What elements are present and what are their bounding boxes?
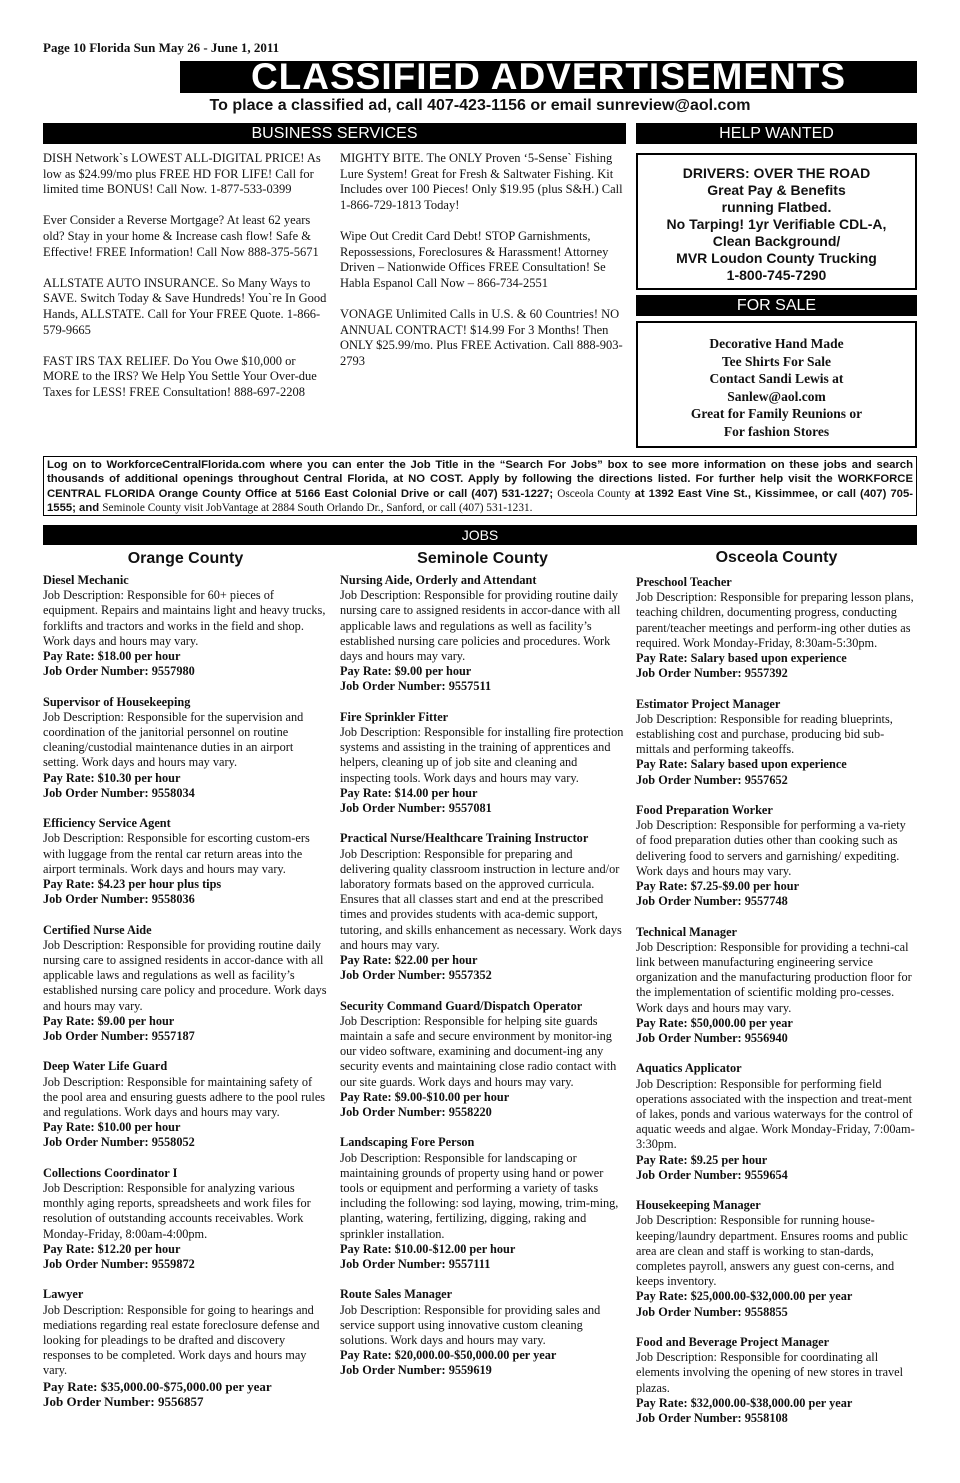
job-description: Job Description: Responsible for landscaping or maintaining grounds of property using hand or power tools or equipment and performing a variety of tasks including the following: sod laying, mowing, trim-ming, planting, watering, fertilizing, digging, raking and sprinkler installation. [340, 1150, 619, 1241]
job-description: Job Description: Responsible for reading blueprints, establishing cost and purchase, producing bid sub-mittals and performing takeoffs. [636, 711, 893, 757]
sale-email: Sanlew@aol.com [727, 388, 826, 404]
sale-line: Tee Shirts For Sale [721, 353, 832, 369]
job-title: Efficiency Service Agent [43, 816, 171, 831]
notice-mid: at 1392 East Vine St., Kissimmee, or call (407) 705-1555; and [47, 487, 913, 515]
job-description: Job Description: Responsible for coordinating all elements involving the opening of new stores in travel plazas. [636, 1350, 904, 1395]
job-listing [43, 1059, 328, 1150]
jobs-header: JOBS [43, 525, 917, 545]
help-line: MVR Loudon County Trucking [676, 250, 877, 266]
job-order: Job Order Number: 9558220 [340, 1105, 492, 1120]
job-pay: Pay Rate: $12.20 per hour [43, 1241, 181, 1256]
page-line: Page 10 Florida Sun May 26 - June 1, 2011 [43, 40, 280, 55]
job-title: Collections Coordinator I [43, 1165, 178, 1180]
job-pay: Pay Rate: $22.00 per hour [340, 953, 478, 968]
seminole-jobs [340, 573, 625, 1394]
sale-line: Contact Sandi Lewis at [709, 371, 844, 387]
job-description: Job Description: Responsible for the supervision and coordination of the janitorial personnel on routine cleaning/custodial maintenance duties in an airport setting. Work days and hours may vary. [43, 709, 304, 770]
job-order: Job Order Number: 9558052 [43, 1135, 195, 1150]
job-description: Job Description: Responsible for installing fire protection systems and assisting in the training of apprentices and helpers, cleaning up of job site and cleaning and inspecting tools. Work days and hours may vary. [340, 725, 624, 785]
job-title: Supervisor of Housekeeping [43, 694, 191, 709]
job-pay: Pay Rate: $9.00-$10.00 per hour [340, 1089, 510, 1104]
job-listing [43, 573, 328, 679]
job-title: Nursing Aide, Orderly and Attendant [340, 573, 537, 587]
sale-line: Decorative Hand Made [709, 336, 844, 351]
osceola-jobs [636, 575, 917, 1441]
job-order: Job Order Number: 9557748 [636, 894, 788, 909]
county-heading-osceola: Osceola County [715, 549, 838, 566]
job-title: Lawyer [43, 1287, 84, 1302]
job-listing [340, 1287, 625, 1378]
job-title: Food Preparation Worker [636, 803, 773, 818]
help-line: Great Pay & Benefits [707, 182, 846, 198]
business-column-1 [43, 151, 328, 401]
job-order: Job Order Number: 9557081 [340, 801, 492, 816]
job-description: Job Description: Responsible for running house-keeping/laundry department. Ensures rooms and public area are clean and staff is working to stan-dards, completes payroll, answers any guest con-cerns, and keeps inventory. [636, 1213, 908, 1289]
ad-mighty-bite: MIGHTY BITE. The ONLY Proven ‘5-Sense` Fishing Lure System! Great for Fresh & Saltwater Fishing. Kit Includes over 100 Pieces! Only $19.95 (plus S&H.) Call 1-866-729-1813 Today! [340, 151, 623, 212]
job-order: Job Order Number: 9556940 [636, 1031, 788, 1046]
job-order: Job Order Number: 9557111 [340, 1257, 491, 1272]
job-listing [340, 831, 625, 983]
job-listing [636, 1061, 917, 1183]
help-line: No Tarping! 1yr Verifiable CDL-A, [666, 216, 887, 232]
help-wanted-header: HELP WANTED [636, 123, 917, 144]
ad-allstate: ALLSTATE AUTO INSURANCE. So Many Ways to SAVE. Switch Today & Save Hundreds! You`re In Good Hands, ALLSTATE. Call for Your FREE Quote. 1-866-579-9665 [43, 275, 327, 337]
job-title: Technical Manager [636, 924, 737, 939]
orange-jobs [43, 573, 328, 1424]
job-description: Job Description: Responsible for providing a techni-cal link between manufacturing engineering service organization and the manufacturing production floor for the implementation of scientific molding pro-cesses. Work days and hours may vary. [636, 939, 912, 1015]
job-order: Job Order Number: 9559619 [340, 1363, 492, 1378]
job-order: Job Order Number: 9559654 [636, 1167, 788, 1182]
job-listing [636, 803, 917, 909]
job-pay: Pay Rate: $18.00 per hour [43, 649, 181, 664]
sale-line: For fashion Stores [723, 423, 830, 439]
job-listing [43, 923, 328, 1045]
job-title: Landscaping Fore Person [340, 1135, 475, 1150]
job-pay: Pay Rate: $35,000.00-$75,000.00 per year [43, 1378, 272, 1394]
job-title: Estimator Project Manager [636, 696, 781, 711]
business-services-header: BUSINESS SERVICES [43, 123, 626, 144]
job-listing [636, 925, 917, 1047]
job-pay: Pay Rate: $9.00 per hour [43, 1013, 175, 1028]
county-heading-seminole: Seminole County [417, 550, 548, 567]
job-listing [340, 999, 625, 1121]
job-title: Certified Nurse Aide [43, 922, 152, 937]
job-order: Job Order Number: 9557392 [636, 666, 788, 681]
job-listing [340, 573, 625, 695]
ad-reverse-mortgage: Ever Consider a Reverse Mortgage? At least 62 years old? Stay in your home & Increase cash flow! Safe & Effective! FREE Information! Call Now 888-375-5671 [43, 213, 319, 259]
job-listing [636, 575, 917, 681]
job-title: Deep Water Life Guard [43, 1059, 168, 1074]
job-description: Job Description: Responsible for going to hearings and mediations regarding real estate foreclosure defense and looking for pleadings to be drafted and discovery responses to be completed. Work days and hours may vary. [43, 1302, 320, 1378]
ad-vonage: VONAGE Unlimited Calls in U.S. & 60 Countries! NO ANNUAL CONTRACT! $14.99 For 3 Months! Then ONLY $25.99/mo. Plus FREE Activation. Call 888-903-2793 [340, 306, 623, 368]
job-order: Job Order Number: 9559872 [43, 1257, 195, 1272]
job-pay: Pay Rate: $20,000.00-$50,000.00 per year [340, 1348, 557, 1363]
job-pay: Pay Rate: Salary based upon experience [636, 757, 847, 772]
notice-seminole: Seminole County visit JobVantage at 2884 South Orlando Dr., Sanford, or call (407) 531-1231. [102, 502, 533, 515]
job-description: Job Description: Responsible for helping site guards maintain a safe and secure environment by monitor-ing our video software, examining and document-ing any security events and maintaining close radio contact with our site guards. Work days and hours may vary. [340, 1013, 617, 1089]
job-listing [636, 697, 917, 788]
job-order: Job Order Number: 9556857 [43, 1393, 204, 1409]
job-title: Route Sales Manager [340, 1287, 453, 1302]
job-order: Job Order Number: 9557980 [43, 664, 195, 679]
job-pay: Pay Rate: $10.30 per hour [43, 770, 181, 785]
job-order: Job Order Number: 9558034 [43, 785, 195, 800]
help-line: DRIVERS: OVER THE ROAD [682, 165, 871, 181]
job-pay: Pay Rate: $14.00 per hour [340, 785, 478, 800]
notice-osceola: Osceola County [557, 487, 631, 500]
job-title: Housekeeping Manager [636, 1198, 761, 1213]
job-order: Job Order Number: 9558036 [43, 892, 195, 907]
job-listing [636, 1335, 917, 1426]
job-listing [636, 1198, 917, 1320]
help-wanted-ad [636, 153, 917, 290]
job-title: Preschool Teacher [636, 575, 732, 589]
job-pay: Pay Rate: $32,000.00-$38,000.00 per year [636, 1395, 853, 1410]
job-description: Job Description: Responsible for analyzing various monthly aging reports, spreadsheets and work files for resolution of outstanding accounts receivables. Work Monday-Friday, 8:00am-4:00pm. [43, 1181, 311, 1241]
job-title: Aquatics Applicator [636, 1061, 742, 1076]
job-title: Practical Nurse/Healthcare Training Instructor [340, 831, 589, 846]
job-order: Job Order Number: 9557652 [636, 772, 788, 787]
help-phone: 1-800-745-7290 [726, 267, 827, 283]
job-listing [43, 816, 328, 907]
job-pay: Pay Rate: $10.00 per hour [43, 1120, 181, 1135]
job-order: Job Order Number: 9557352 [340, 968, 492, 983]
job-listing [43, 695, 328, 801]
job-description: Job Description: Responsible for performing a va-riety of food preparation duties other than cooking such as delivering food to servers and garnishing/ expediting. Work days and hours may vary. [636, 818, 906, 878]
job-pay: Pay Rate: $9.25 per hour [636, 1152, 768, 1167]
sale-line: Great for Family Reunions or [690, 406, 863, 422]
job-listing [340, 710, 625, 816]
job-listing [340, 1135, 625, 1272]
job-description: Job Description: Responsible for 60+ pieces of equipment. Repairs and maintains light and heavy trucks, forklifts and tractors and works in the field and shop. Work days and hours may vary. [43, 588, 326, 648]
job-order: Job Order Number: 9558855 [636, 1304, 788, 1319]
job-order: Job Order Number: 9557187 [43, 1029, 195, 1044]
business-column-2 [340, 151, 625, 369]
notice-main: Log on to WorkforceCentralFlorida.com where you can enter the Job Title in the “Search For Jobs” box to see more information on these jobs and search thousands of additional openings throughout Central Florida, at NO COST. Apply by following the directions listed. For further help visit the WORKFORCE CENTRAL FLORIDA Orange County Office at 5166 East Colonial Drive or call (407) 531-1227; [47, 459, 913, 500]
ad-dish: DISH Network`s LOWEST ALL-DIGITAL PRICE! As low as $24.99/mo plus FREE HD FOR LIFE! Call for limited time BONUS! Call Now. 1-877-533-0399 [43, 151, 321, 197]
job-description: Job Description: Responsible for providing routine daily nursing care to assigned residents in accor-dance with all applicable laws and regulations as well as facility’s established nursing care policy and procedure. Work days and hours may vary. [43, 937, 327, 1013]
job-description: Job Description: Responsible for preparing and delivering quality classroom instruction in lecture and/or laboratory formats based on the approved curricula. Ensures that all classes start and end at the prescribed times and provides students with aca-demic support, tutoring, and skills enhancement as necessary. Work days and hours may vary. [340, 846, 622, 952]
for-sale-header: FOR SALE [636, 295, 917, 316]
job-title: Fire Sprinkler Fitter [340, 709, 449, 724]
job-description: Job Description: Responsible for maintaining safety of the pool area and ensuring guests adhere to the pool rules and regulations. Work days and hours may vary. [43, 1074, 326, 1120]
job-description: Job Description: Responsible for providing routine daily nursing care to assigned residents in accor-dance with all applicable laws and regulations as well as facility’s established nursing care policies and procedures. Work days and hours may vary. [340, 588, 621, 664]
job-pay: Pay Rate: $10.00-$12.00 per hour [340, 1241, 516, 1256]
workforce-notice [43, 456, 917, 516]
job-description: Job Description: Responsible for escorting custom-ers with luggage from the rental car return areas into the airport terminals. Work days and hours may vary. [43, 831, 310, 876]
job-description: Job Description: Responsible for performing field operations associated with the inspection and treat-ment of lakes, ponds and various waterways for the control of aquatic weeds and algae. Work Monday-Friday, 7:00am-3:30pm. [636, 1076, 915, 1152]
job-pay: Pay Rate: $4.23 per hour plus tips [43, 877, 222, 892]
county-heading-orange: Orange County [127, 550, 244, 567]
job-pay: Pay Rate: $9.00 per hour [340, 664, 472, 679]
ad-credit-debt: Wipe Out Credit Card Debt! STOP Garnishments, Repossessions, Foreclosures & Harassment! Attorney Driven – Nationwide Offices FREE Consultation! Se Habla Espanol Call Now – 866-734-2551 [340, 228, 609, 290]
job-title: Security Command Guard/Dispatch Operator [340, 998, 583, 1013]
help-line: running Flatbed. [721, 199, 832, 215]
job-listing [43, 1287, 328, 1409]
job-description: Job Description: Responsible for providing sales and service support using innovative custom cleaning solutions. Work days and hours may vary. [340, 1302, 601, 1348]
ad-irs-relief: FAST IRS TAX RELIEF. Do You Owe $10,000 or MORE to the IRS? We Help You Settle Your Over-due Taxes for LESS! FREE Consultation! 888-697-2208 [43, 353, 317, 399]
place-ad-line: To place a classified ad, call 407-423-1156 or email sunreview@aol.com [209, 97, 751, 114]
job-title: Food and Beverage Project Manager [636, 1335, 830, 1350]
job-order: Job Order Number: 9557511 [340, 679, 492, 694]
job-pay: Pay Rate: Salary based upon experience [636, 651, 847, 666]
for-sale-ad [636, 321, 917, 448]
job-order: Job Order Number: 9558108 [636, 1411, 788, 1426]
job-title: Diesel Mechanic [43, 573, 129, 587]
job-pay: Pay Rate: $50,000.00 per year [636, 1015, 793, 1030]
help-line: Clean Background/ [712, 233, 841, 249]
masthead-title: CLASSIFIED ADVERTISEMENTS [180, 61, 917, 93]
job-pay: Pay Rate: $25,000.00-$32,000.00 per year [636, 1289, 853, 1304]
job-description: Job Description: Responsible for preparing lesson plans, teaching children, documenting progress, conducting parent/teacher meetings and perform-ing other duties as required. Work Monday-Friday, 8:30am-5:30pm. [636, 590, 914, 650]
job-pay: Pay Rate: $7.25-$9.00 per hour [636, 879, 800, 894]
job-listing [43, 1166, 328, 1272]
